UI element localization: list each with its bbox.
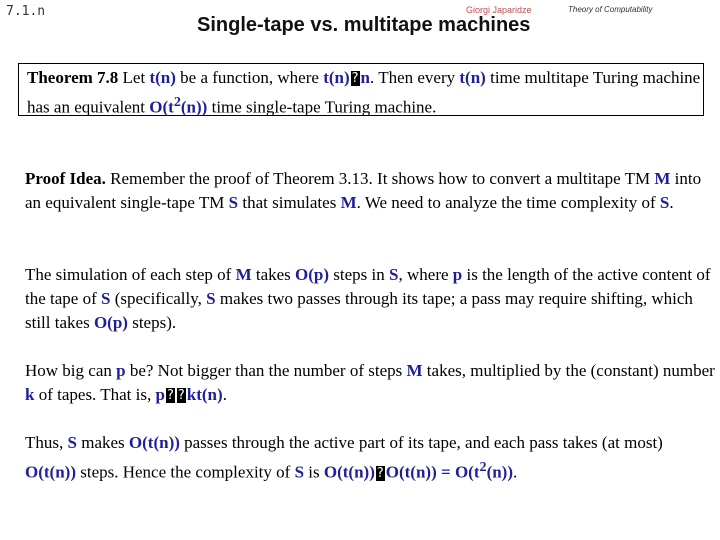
theorem-term: (n)) [180,97,208,117]
symbol: M [406,361,423,380]
theorem-text: time single-tape Turing machine. [207,97,437,117]
proof-idea-label: Proof Idea. [25,169,106,188]
text: takes, multiplied by the (constant) number [422,361,715,380]
text: . [669,193,674,212]
missing-glyph-icon: ? [166,388,174,403]
symbol: S [228,193,239,212]
text: of tapes. That is, [34,385,156,404]
symbol: (n)) [486,462,514,482]
author-name: Giorgi Japaridze [466,5,532,15]
superscript: 2 [479,459,487,475]
text: , where [398,265,453,284]
theorem-term: t(n) [459,68,486,87]
missing-glyph-icon: ? [376,465,384,481]
symbol: O(p) [93,313,128,332]
theorem-term: t(n) [149,68,176,87]
theorem-box [18,63,704,116]
text: Thus, [25,433,68,452]
theorem-text: . Then every [370,68,460,87]
text: takes [251,265,296,284]
theorem-term: t(n) [323,68,350,87]
theorem-text: be a function, where [175,68,324,87]
text: that simulates [238,193,341,212]
text: . [222,385,227,404]
symbol: O(p) [295,265,330,284]
symbol: S [659,193,670,212]
theorem-text: time multitape Turing machine has an equivalent [27,68,701,117]
symbol: M [654,169,671,188]
text: is [304,462,324,482]
conclusion-paragraph [25,431,715,485]
symbol: p [155,385,165,404]
text: makes two passes through its tape; a pass may require shifting, which still takes [25,289,693,332]
slide-number: 7.1.n [6,4,46,19]
symbol: kt(n) [186,385,223,404]
missing-glyph-icon: ? [351,71,359,86]
symbol: M [340,193,357,212]
symbol: = [436,462,455,482]
slide-title: Single-tape vs. multitape machines [197,14,531,36]
symbol: O(t(n)) [385,462,437,482]
text: be? Not bigger than the number of steps [125,361,407,380]
theorem-term: O(t [149,97,174,117]
bound-paragraph [25,359,715,407]
symbol: S [101,289,111,308]
symbol: O(t(n)) [323,462,375,482]
text: is the length of the active content of the tape of [25,265,711,308]
symbol: p [452,265,463,284]
text: . We need to analyze the time complexity of [356,193,660,212]
text: The simulation of each step of [25,265,236,284]
symbol: k [25,385,35,404]
simulation-paragraph [25,263,715,335]
theorem-term: n [360,68,371,87]
symbol: p [116,361,126,380]
symbol: S [206,289,216,308]
theorem-superscript: 2 [173,94,181,110]
theorem-text: Let [118,68,150,87]
text: Remember the proof of Theorem 3.13. It shows how to convert a multitape TM [105,169,655,188]
text: passes through the active part of its tape, and each pass takes (at most) [179,433,663,452]
symbol: O(t [454,462,480,482]
symbol: S [67,433,77,452]
text: steps). [127,313,177,332]
symbol: M [235,265,252,284]
symbol: O(t(n)) [128,433,180,452]
text: steps in [329,265,390,284]
course-name: Theory of Computability [568,5,653,14]
text: makes [76,433,129,452]
text: . [513,462,518,482]
symbol: S [389,265,399,284]
text: steps. Hence the complexity of [75,462,295,482]
theorem-label: Theorem 7.8 [27,68,119,87]
symbol: S [294,462,305,482]
text: (specifically, [110,289,207,308]
text: How big can [25,361,117,380]
proof-idea-paragraph [25,167,715,215]
symbol: O(t(n)) [25,462,76,482]
text: into an equivalent single-tape TM [25,169,702,212]
missing-glyph-icon: ? [177,388,185,403]
